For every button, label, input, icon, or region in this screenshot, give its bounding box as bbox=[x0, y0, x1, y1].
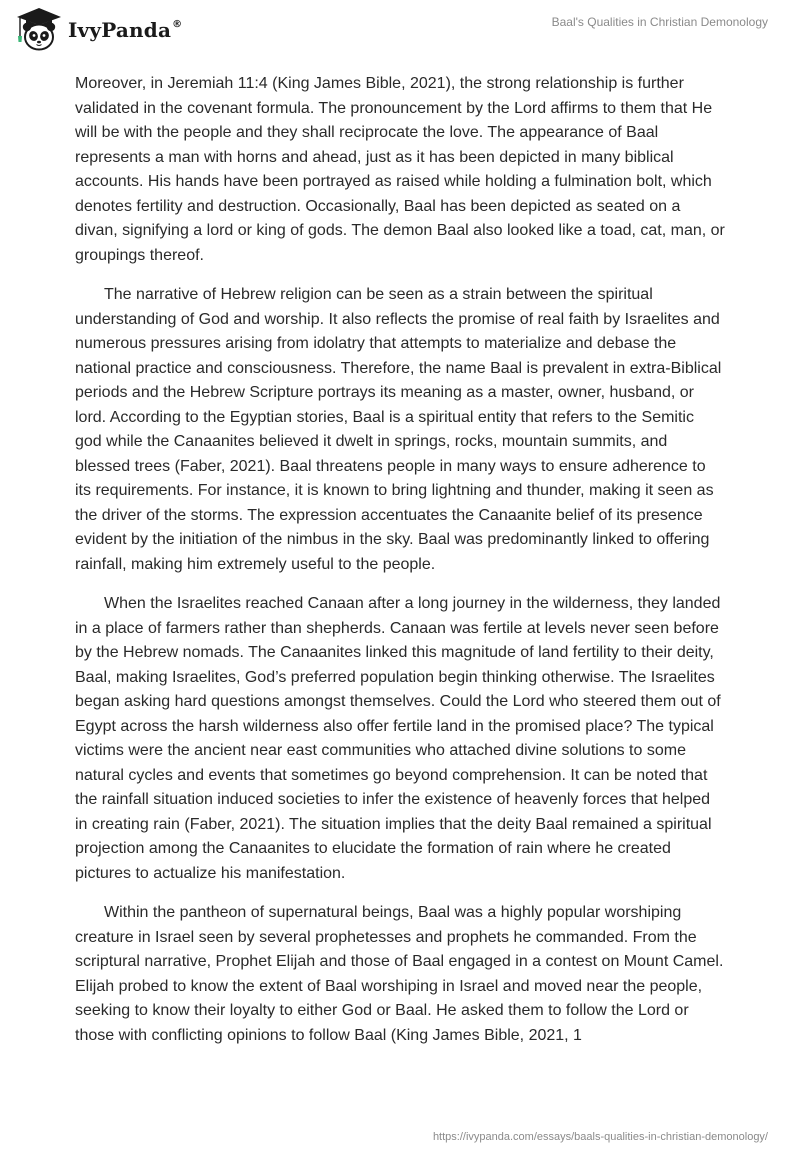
page-header bbox=[0, 0, 800, 60]
brand-name: IvyPanda® bbox=[68, 18, 183, 42]
panda-graduate-icon bbox=[14, 6, 64, 52]
registered-mark: ® bbox=[172, 19, 183, 31]
document-title: Baal's Qualities in Christian Demonology bbox=[551, 15, 768, 29]
paragraph: When the Israelites reached Canaan after a long journey in the wilderness, they landed in a place of farmers rather than shepherds. Canaan was fertile at levels never seen before by the Hebrew nomads. The Canaanites linked this magnitude of land fertility to their deity, Baal, making Israelites, God’s preferred population begin thinking otherwise. The Israelites began asking hard questions amongst themselves. Could the Lord who steered them out of Egypt across the harsh wilderness also offer fertile land in the promised place? The typical victims were the ancient near east communities who attached divine solutions to some natural cycles and events that sometimes go beyond comprehension. It can be noted that the rainfall situation induced societies to infer the existence of heavenly forces that helped in creating rain (Faber, 2021). The situation implies that the deity Baal remained a spiritual projection among the Canaanites to elucidate the formation of rain where he created pictures to actualize his manifestation. bbox=[75, 595, 721, 882]
brand-logo[interactable] bbox=[14, 6, 182, 52]
paragraph: Within the pantheon of supernatural beings, Baal was a highly popular worshiping creature in Israel seen by several prophetesses and prophets he commanded. From the scriptural narrative, Prophet Elijah and those of Baal engaged in a contest on Mount Camel. Elijah probed to know the extent of Baal worshiping in Israel and moved near the people, seeking to know their loyalty to either God or Baal. He asked them to follow the Lord or those with conflicting opinions to follow Baal (King James Bible, 2021, 1 bbox=[75, 904, 724, 1044]
paragraph: Moreover, in Jeremiah 11:4 (King James Bible, 2021), the strong relationship is further validated in the covenant formula. The pronouncement by the Lord affirms to them that He will be with the people and they shall reciprocate the love. The appearance of Baal represents a man with horns and ahead, just as it has been depicted in many biblical accounts. His hands have been portrayed as raised while holding a fulmination bolt, which denotes fertility and destruction. Occasionally, Baal has been depicted as seated on a divan, signifying a lord or king of gods. The demon Baal also looked like a toad, cat, man, or groupings thereof. bbox=[75, 75, 725, 264]
essay-body bbox=[75, 72, 725, 1063]
paragraph: The narrative of Hebrew religion can be seen as a strain between the spiritual understanding of God and worship. It also reflects the promise of real faith by Israelites and numerous pressures arising from idolatry that attempts to materialize and debase the national practice and consciousness. Therefore, the name Baal is prevalent in extra-Biblical periods and the Hebrew Scripture portrays its meaning as a master, owner, husband, or lord. According to the Egyptian stories, Baal is a spiritual entity that refers to the Semitic god while the Canaanites believed it dwelt in springs, rocks, mountain summits, and blessed trees (Faber, 2021). Baal threatens people in many ways to ensure adherence to its requirements. For instance, it is known to bring lightning and thunder, making it seen as the driver of the storms. The expression accentuates the Canaanite belief of its presence evident by the initiation of the nimbus in the sky. Baal was predominantly linked to offering rainfall, making him extremely useful to the people. bbox=[75, 286, 722, 573]
source-url-link[interactable]: https://ivypanda.com/essays/baals-qualities-in-christian-demonology/ bbox=[432, 1131, 768, 1143]
